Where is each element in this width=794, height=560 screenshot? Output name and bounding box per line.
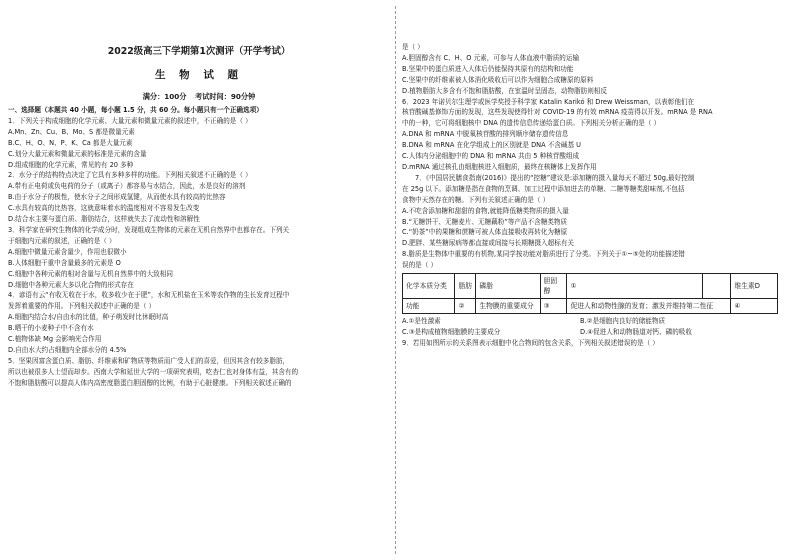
text-line: B.DNA 和 mRNA 在化学组成上的区别就是 DNA 不含碱基 U xyxy=(402,141,582,150)
text-line: 8.脂质是生物体中重要的有机物,某同学按功能对脂质进行了分类。下列关于①~⑤处的功能描述错 xyxy=(402,250,685,259)
text-line: B.由于水分子的极性，使水分子之间形成氢键，从而使水具有较高的比热容 xyxy=(8,193,226,202)
lipid-classification-table xyxy=(402,273,778,314)
text-line: 6．2023 年诺贝尔生理学或医学奖授予科学家 Katalin Karikó 和 Drew Weissman，以表彰他们在 xyxy=(402,97,695,106)
option-c: C.③是构成植物细胞膜的主要成分 xyxy=(402,327,501,336)
text-line: 不饱和脂肪酸可以提高人体内高密度脂蛋白胆固醇的比例，有助于心脏健康。下列相关叙述正确的 xyxy=(8,378,292,387)
right-column-text xyxy=(402,42,782,271)
text-line: A.细胞内结合水/自由水的比值，种子萌发时比休眠时高 xyxy=(8,313,169,322)
table-cell: 促进人和动物性腺的发育；激发并维持第二性征 xyxy=(567,299,731,314)
option-row xyxy=(402,316,782,327)
table-row xyxy=(403,274,778,299)
subject-title: 生 物 试 题 xyxy=(155,69,243,81)
text-line: C.“奶茶”中的果糖和蔗糖可被人体直接吸收再转化为糖原 xyxy=(402,228,568,237)
text-line: 2．水分子的结构特点决定了它具有多种多样的功能。下列相关叙述不正确的是（ ） xyxy=(8,171,252,180)
text-line: D.植物脂肪大多含有不饱和脂肪酸，在室温时呈固态，动物脂肪则相反 xyxy=(402,86,607,95)
text-line: D.组成细胞的化学元素，常见的有 20 多种 xyxy=(8,160,134,169)
text-line: B.坚果中的蛋白质进入人体后仍能保持其原有的结构和功能 xyxy=(402,64,574,73)
table-cell: ① xyxy=(567,274,702,299)
text-line: 4．谚语有云“有收无收在于水，收多收少在于肥”，水和无机盐在玉米等农作物的生长发育过程中 xyxy=(8,291,290,300)
table-cell: ③ xyxy=(540,299,567,314)
text-line: 发挥着重要的作用。下列相关叙述中正确的是（ ） xyxy=(8,302,156,311)
text-line: B.“无糖饼干、无糖麦片、无糖藕粉”等产品不含糖类物质 xyxy=(402,217,568,226)
option-row xyxy=(402,327,782,338)
table-cell: ④ xyxy=(731,299,778,314)
text-line: 核苷酸碱基修饰方面的发现，这些发现使得针对 COVID-19 的有效 mRNA 疫苗得以开发。mRNA 是 RNA xyxy=(402,108,713,117)
text-line: 中的一种，它可将细胞核中 DNA 的遗传信息传递给蛋白质。下列相关分析正确的是（ ） xyxy=(402,119,661,128)
column-divider xyxy=(395,6,396,554)
exam-title: 2022级高三下学期第1次测评（开学考试） xyxy=(107,46,291,57)
text-line: A.不吃含添加糖和甜甜的食物,就能降低糖类物质的摄入量 xyxy=(402,206,569,215)
text-line: C.细胞中各种元素的相对含量与无机自然界中的大致相同 xyxy=(8,269,173,278)
text-line: C.划分大量元素和微量元素的标准是元素的含量 xyxy=(8,149,147,158)
text-line: 3．科学家在研究生物体的化学成分时，发现组成生物体的元素在无机自然界中也都存在。下列关 xyxy=(8,225,290,234)
text-line: 在 25g 以下。添加糖是指在食物的烹调、加工过程中添加进去的单糖、二糖等糖类甜味剂,不包括 xyxy=(402,184,685,193)
text-line: C.水具有较高的比热容，这就意味着水的温度相对不容易发生改变 xyxy=(8,204,200,213)
table-cell: 维生素D xyxy=(731,274,778,299)
text-line: 是（ ） xyxy=(402,43,424,51)
text-line: A.胆固醇含有 C、H、O 元素，可参与人体血液中脂质的运输 xyxy=(402,53,580,62)
table-row xyxy=(403,299,778,314)
text-line: A.DNA 和 mRNA 中脱氧核苷酸的排列顺序储存遗传信息 xyxy=(402,130,569,139)
option-a: A.①是性激素 xyxy=(402,317,441,326)
table-cell xyxy=(702,274,731,299)
text-line: A.Mn、Zn、Cu、B、Mo、S 都是微量元素 xyxy=(8,127,135,136)
text-line: D.肥胖、某些糖尿病等都直接或间接与长期糖摄入超标有关 xyxy=(402,239,575,248)
text-line: A.带有正电荷或负电荷的分子（或离子）都容易与水结合，因此，水是良好的溶剂 xyxy=(8,182,246,191)
right-column xyxy=(402,42,782,349)
text-line: 7．《中国居民膳食指南(2016)》提出的“控糖”建议是:添加糖的摄入量每天不超过 50g,最好控制 xyxy=(415,173,695,182)
text-line: 1．下列关于构成细胞的化学元素、大量元素和微量元素的叙述中，不正确的是（ ） xyxy=(8,116,252,125)
text-line: C.坚果中的纤维素被人体消化吸收后可以作为细胞合成糖原的原料 xyxy=(402,75,594,84)
option-d: D.④促进人和动物肠道对钙、磷的吸收 xyxy=(580,327,692,336)
text-line: D.细胞中各种元素大多以化合物的形式存在 xyxy=(8,280,134,289)
text-line: 一、选择题（本题共 40 小题，每小题 1.5 分，共 60 分。每小题只有一个正确选项） xyxy=(8,106,263,114)
table-cell: 功能 xyxy=(403,299,455,314)
text-line: C.人体内分泌细胞中的 DNA 和 mRNA 共由 5 种核苷酸组成 xyxy=(402,152,580,161)
text-line: 误的是（ ） xyxy=(402,261,438,270)
table-cell: 胆固醇 xyxy=(540,274,567,299)
table-cell: 化学本质分类 xyxy=(403,274,455,299)
text-line: B.人体细胞干重中含量最多的元素是 O xyxy=(8,258,121,267)
text-line: C.植物体缺 Mg 会影响光合作用 xyxy=(8,335,102,344)
text-line: B.晒干的小麦种子中不含有水 xyxy=(8,324,94,333)
text-line: 所以也被很多人士望而却步。西南大学和延世大学的一项研究表明，吃杏仁也对身体有益，其含有的 xyxy=(8,367,299,376)
text-line: A.细胞中微量元素含量少，作用也很微小 xyxy=(8,247,127,256)
table-cell: 磷脂 xyxy=(476,274,540,299)
table-cell: 脂肪 xyxy=(455,274,476,299)
left-column xyxy=(8,105,390,389)
exam-meta: 满分：100分 考试时间：90分钟 xyxy=(142,92,256,101)
text-line: 于细胞内元素的叙述，正确的是（ ） xyxy=(8,236,116,245)
text-line: D.mRNA 通过核孔由细胞核进入细胞质，最终在核糖体上发挥作用 xyxy=(402,162,597,171)
text-line: D.结合水主要与蛋白质、脂肪结合，这样就失去了流动性和溶解性 xyxy=(8,215,200,224)
table-cell: 生物膜的重要成分 xyxy=(476,299,540,314)
table-cell: ② xyxy=(455,299,476,314)
text-line: B.C、H、O、N、P、K、Ca 都是大量元素 xyxy=(8,138,133,147)
question-9: 9．若用如图所示的关系图表示细胞中化合物间的包含关系，下列相关叙述错误的是（ ） xyxy=(402,338,659,347)
text-line: D.自由水大约占细胞内全部水分的 4.5% xyxy=(8,345,127,354)
text-line: 食物中天然存在的糖。下列有关叙述正确的是（ ） xyxy=(402,195,550,204)
text-line: 5．坚果因富含蛋白质、脂肪、纤维素和矿物质等物质而广受人们的喜爱，但因其含有较多脂肪， xyxy=(8,356,290,365)
option-b: B.②是细胞内良好的储能物质 xyxy=(580,317,666,326)
